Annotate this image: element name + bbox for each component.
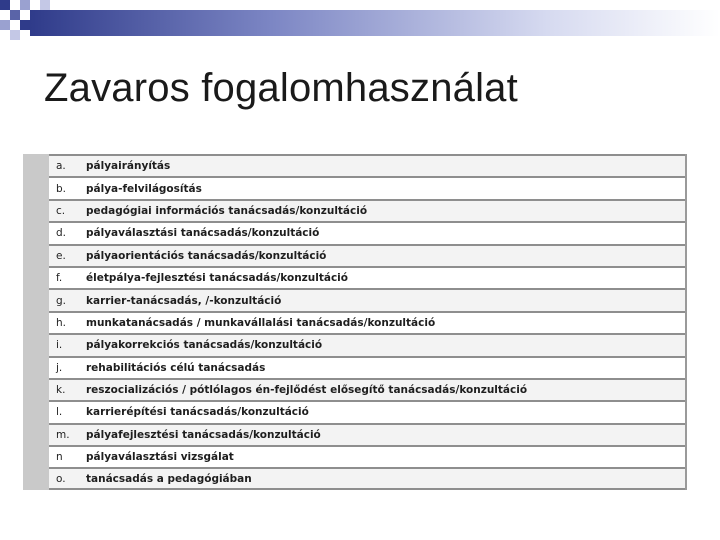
row-term: pályakorrekciós tanácsadás/konzultáció bbox=[86, 339, 323, 352]
row-letter: m. bbox=[56, 428, 70, 441]
row-term: pályaválasztási tanácsadás/konzultáció bbox=[86, 227, 320, 240]
table-row bbox=[49, 176, 685, 198]
row-term: rehabilitációs célú tanácsadás bbox=[86, 361, 266, 374]
row-letter: e. bbox=[56, 249, 66, 262]
table-row bbox=[49, 333, 685, 355]
row-term: pedagógiai információs tanácsadás/konzultáció bbox=[86, 204, 368, 217]
row-letter: a. bbox=[56, 160, 66, 173]
row-letter: l. bbox=[56, 406, 63, 419]
row-term: pályaválasztási vizsgálat bbox=[86, 451, 234, 464]
table-side-bar bbox=[23, 154, 49, 490]
row-letter: j. bbox=[56, 361, 63, 374]
row-letter: g. bbox=[56, 294, 67, 307]
slide-title: Zavaros fogalomhasználat bbox=[44, 66, 518, 110]
row-letter: f. bbox=[56, 272, 63, 285]
row-term: életpálya-fejlesztési tanácsadás/konzultáció bbox=[86, 272, 348, 285]
row-term: karrierépítési tanácsadás/konzultáció bbox=[86, 406, 309, 419]
header-gradient-band bbox=[30, 10, 720, 36]
table-row bbox=[49, 199, 685, 221]
table-row bbox=[49, 311, 685, 333]
row-letter: c. bbox=[56, 204, 66, 217]
table-row bbox=[49, 244, 685, 266]
row-letter: d. bbox=[56, 227, 67, 240]
row-letter: n bbox=[56, 451, 63, 464]
row-term: tanácsadás a pedagógiában bbox=[86, 472, 252, 485]
row-term: munkatanácsadás / munkavállalási tanácsadás/konzultáció bbox=[86, 316, 436, 329]
table-row bbox=[49, 288, 685, 310]
row-letter: k. bbox=[56, 384, 66, 397]
row-letter: o. bbox=[56, 472, 66, 485]
table-row bbox=[49, 445, 685, 467]
row-term: pályaorientációs tanácsadás/konzultáció bbox=[86, 249, 327, 262]
row-letter: h. bbox=[56, 316, 66, 329]
table-row bbox=[49, 467, 685, 489]
table-row bbox=[49, 266, 685, 288]
table-row bbox=[49, 154, 685, 176]
table-right-edge bbox=[685, 154, 687, 490]
row-term: pályafejlesztési tanácsadás/konzultáció bbox=[86, 428, 321, 441]
row-term: karrier-tanácsadás, /-konzultáció bbox=[86, 294, 282, 307]
table-row bbox=[49, 221, 685, 243]
row-letter: b. bbox=[56, 182, 67, 195]
table-row bbox=[49, 400, 685, 422]
table-rows bbox=[49, 154, 685, 490]
row-term: reszocializációs / pótlólagos én-fejlődést elősegítő tanácsadás/konzultáció bbox=[86, 384, 528, 397]
row-term: pálya-felvilágosítás bbox=[86, 182, 202, 195]
table-row bbox=[49, 423, 685, 445]
table-row bbox=[49, 356, 685, 378]
terms-table bbox=[23, 154, 685, 490]
row-letter: i. bbox=[56, 339, 63, 352]
table-row bbox=[49, 378, 685, 400]
row-term: pályairányítás bbox=[86, 160, 171, 173]
